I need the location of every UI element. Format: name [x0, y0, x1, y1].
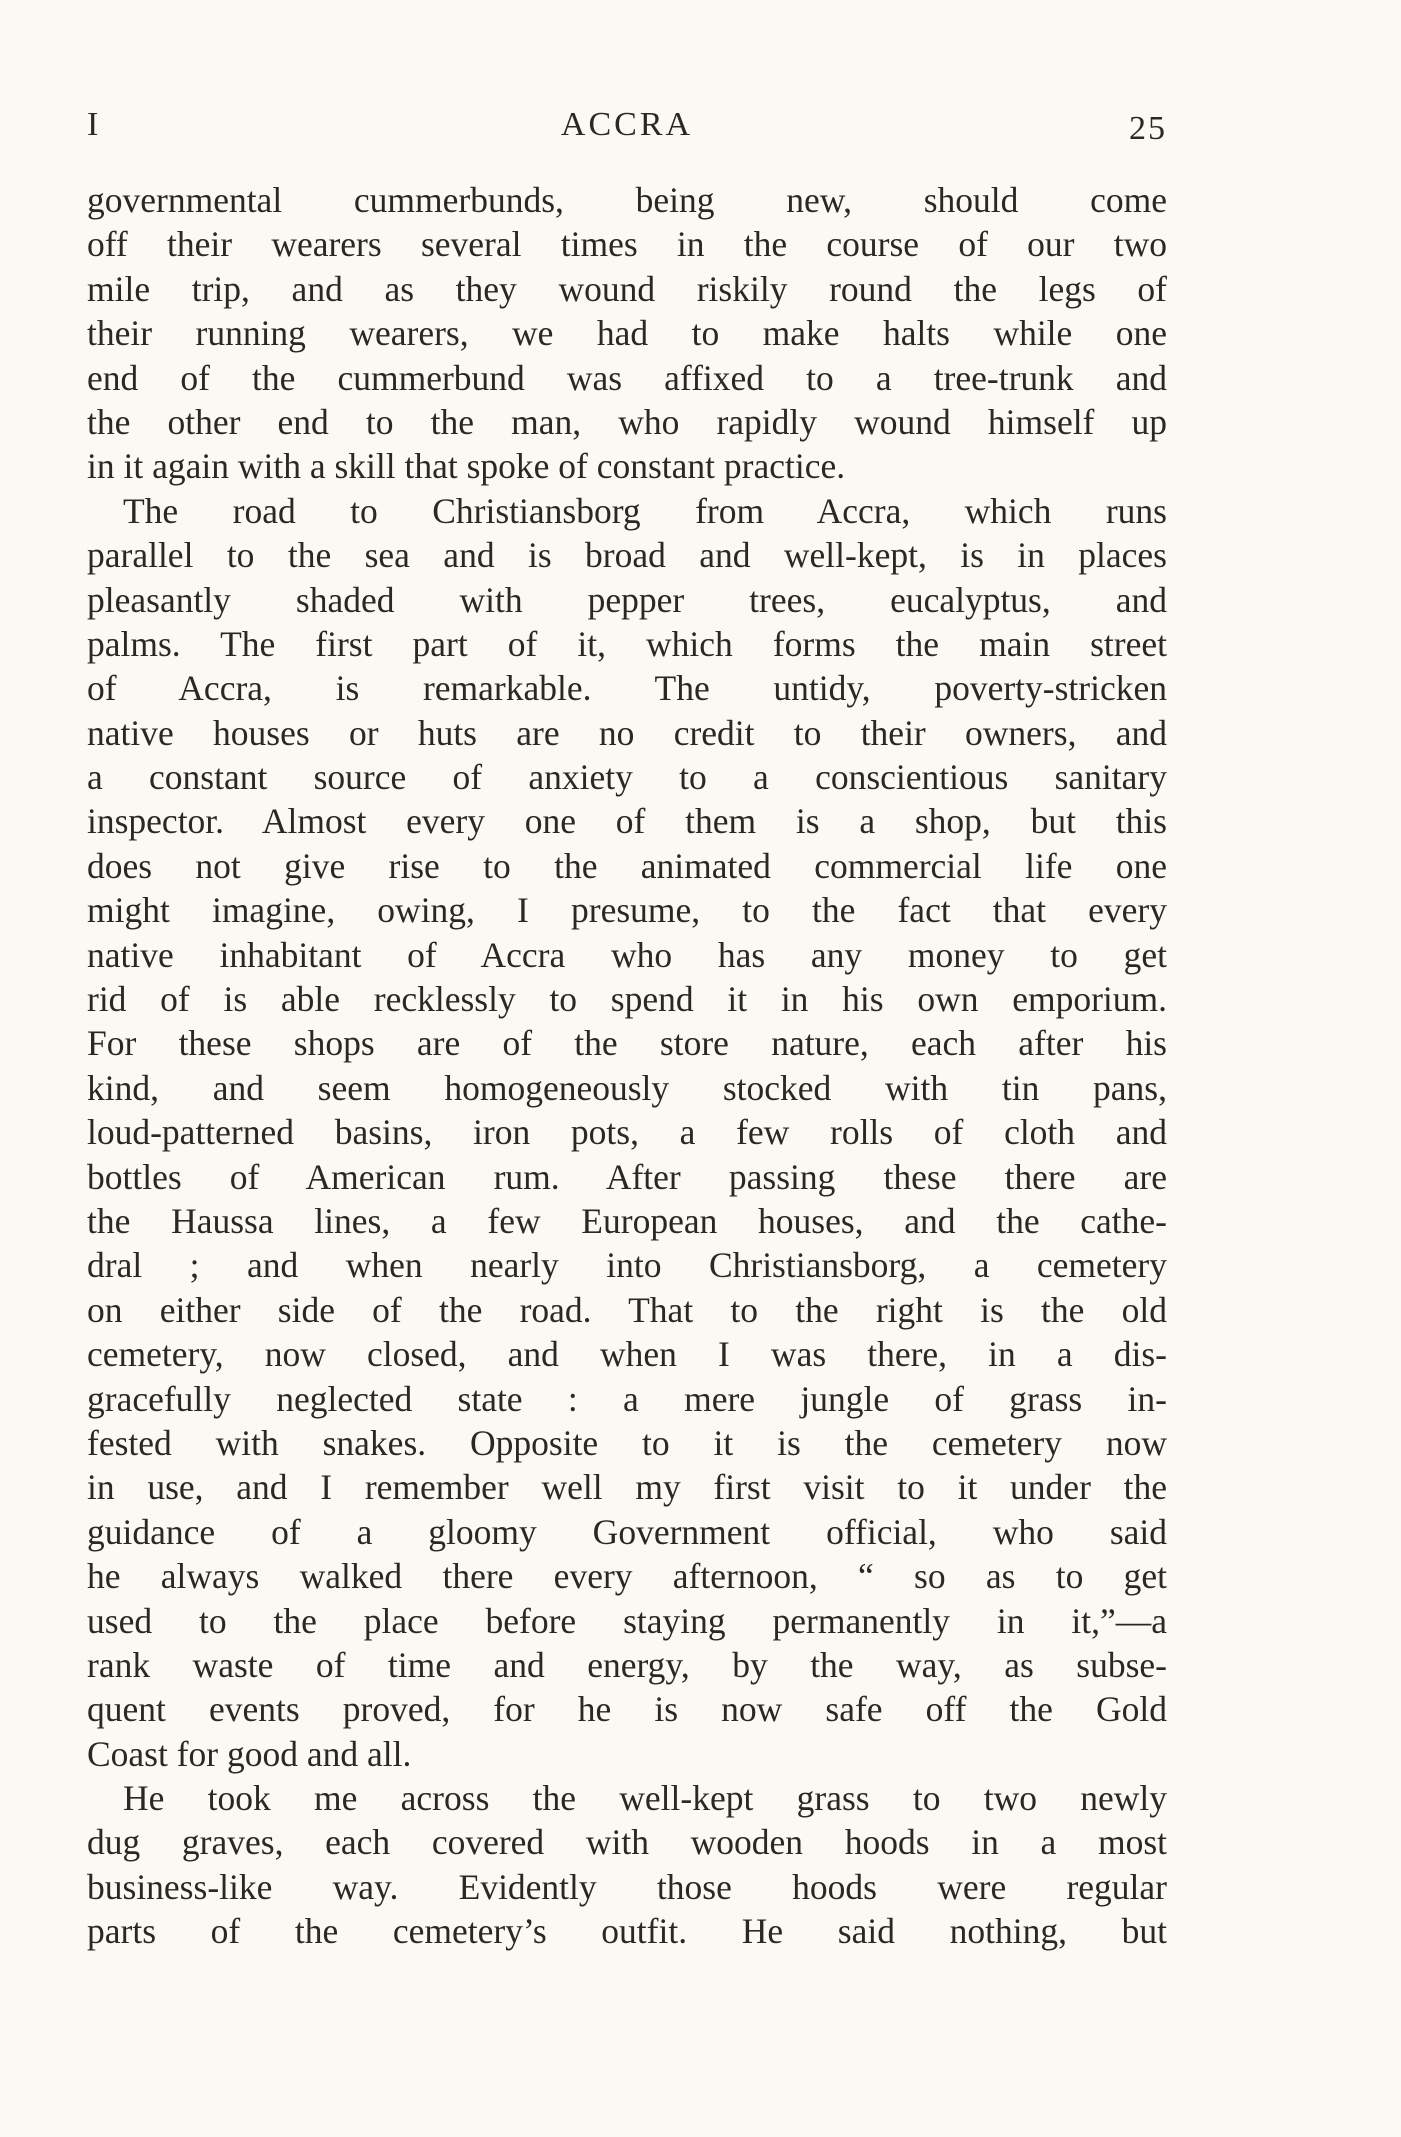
- text-line: on either side of the road. That to the right is the old: [87, 1289, 1167, 1330]
- text-line: Coast for good and all.: [87, 1733, 412, 1774]
- text-line: their running wearers, we had to make halts while one: [87, 313, 1167, 354]
- text-line: the other end to the man, who rapidly wound himself up: [87, 401, 1167, 442]
- text-line: rank waste of time and energy, by the way, as subse-: [87, 1644, 1167, 1685]
- text-line: gracefully neglected state : a mere jungle of grass in-: [87, 1378, 1167, 1419]
- text-line: of Accra, is remarkable. The untidy, poverty-stricken: [87, 668, 1167, 709]
- text-line: off their wearers several times in the course of our two: [87, 224, 1167, 265]
- text-line: might imagine, owing, I presume, to the fact that every: [87, 890, 1167, 931]
- text-line: native inhabitant of Accra who has any money to get: [87, 934, 1167, 975]
- body-text: [87, 178, 1167, 1954]
- text-line: in use, and I remember well my first visit to it under the: [87, 1467, 1167, 1508]
- text-line: does not give rise to the animated commercial life one: [87, 845, 1167, 886]
- text-line: in it again with a skill that spoke of constant practice.: [87, 446, 846, 487]
- running-head: [87, 106, 1167, 150]
- text-line: business-like way. Evidently those hoods were regular: [87, 1866, 1167, 1907]
- text-line: kind, and seem homogeneously stocked with tin pans,: [87, 1067, 1167, 1108]
- text-line: dug graves, each covered with wooden hoods in a most: [87, 1822, 1167, 1863]
- text-line: end of the cummerbund was affixed to a tree-trunk and: [87, 357, 1167, 398]
- text-line: guidance of a gloomy Government official, who said: [87, 1511, 1167, 1552]
- text-line: mile trip, and as they wound riskily round the legs of: [87, 268, 1167, 309]
- text-line: palms. The first part of it, which forms the main street: [87, 623, 1167, 664]
- text-line: inspector. Almost every one of them is a shop, but this: [87, 801, 1167, 842]
- text-line: he always walked there every afternoon, “ so as to get: [87, 1556, 1167, 1597]
- text-line: the Haussa lines, a few European houses, and the cathe-: [87, 1200, 1167, 1241]
- chapter-number: I: [87, 106, 101, 143]
- text-line: pleasantly shaded with pepper trees, eucalyptus, and: [87, 579, 1167, 620]
- text-line: loud-patterned basins, iron pots, a few rolls of cloth and: [87, 1112, 1167, 1153]
- text-line: bottles of American rum. After passing these there are: [87, 1156, 1167, 1197]
- text-line: For these shops are of the store nature, each after his: [87, 1023, 1167, 1064]
- text-line: fested with snakes. Opposite to it is the cemetery now: [87, 1422, 1167, 1463]
- text-line: governmental cummerbunds, being new, should come: [87, 180, 1167, 220]
- text-line: parallel to the sea and is broad and well-kept, is in places: [87, 535, 1167, 576]
- text-line: cemetery, now closed, and when I was there, in a dis-: [87, 1334, 1167, 1375]
- paragraph-start: He took me across the well-kept grass to two newly: [123, 1778, 1167, 1819]
- text-line: used to the place before staying permanently in it,”—a: [87, 1600, 1167, 1641]
- page-number: 25: [1129, 110, 1167, 147]
- text-line: parts of the cemetery’s outfit. He said nothing, but: [87, 1911, 1167, 1952]
- text-line: native houses or huts are no credit to their owners, and: [87, 712, 1167, 753]
- text-line: rid of is able recklessly to spend it in his own emporium.: [87, 979, 1167, 1020]
- text-line: quent events proved, for he is now safe off the Gold: [87, 1689, 1167, 1730]
- text-line: dral ; and when nearly into Christiansborg, a cemetery: [87, 1245, 1167, 1286]
- paragraph-start: The road to Christiansborg from Accra, which runs: [123, 490, 1167, 531]
- running-title: ACCRA: [560, 106, 694, 143]
- text-line: a constant source of anxiety to a conscientious sanitary: [87, 757, 1167, 798]
